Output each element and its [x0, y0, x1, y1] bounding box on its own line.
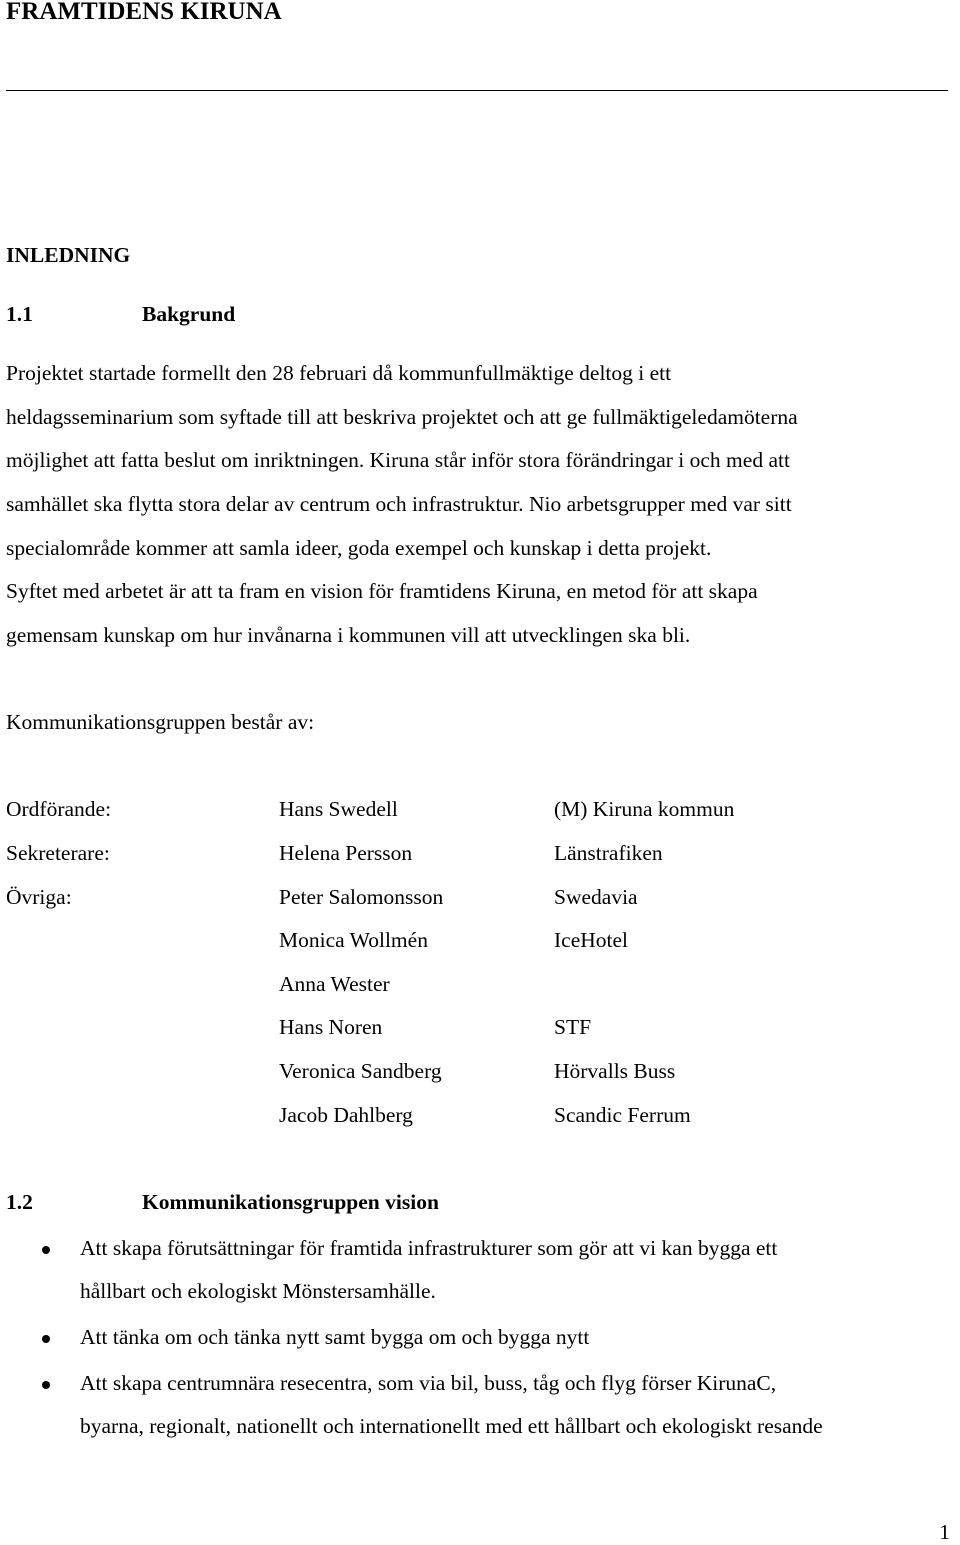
section-heading: INLEDNING — [6, 243, 131, 267]
bullet-icon — [42, 1335, 50, 1343]
bullet-icon — [42, 1381, 50, 1389]
member-name: Veronica Sandberg — [279, 1059, 442, 1083]
member-org: STF — [554, 1015, 592, 1039]
document-title: FRAMTIDENS KIRUNA — [6, 0, 282, 25]
bullet-icon — [42, 1246, 50, 1254]
member-org: IceHotel — [554, 928, 629, 952]
member-org: Swedavia — [554, 885, 638, 909]
bullet-line: byarna, regionalt, nationellt och internationellt med ett hållbart och ekologiskt resande — [80, 1414, 823, 1438]
member-name: Helena Persson — [279, 841, 413, 865]
paragraph-line: gemensam kunskap om hur invånarna i kommunen vill att utvecklingen ska bli. — [6, 623, 691, 647]
member-name: Anna Wester — [279, 972, 390, 996]
section-1-2-title: Kommunikationsgruppen vision — [142, 1190, 439, 1214]
paragraph-line: möjlighet att fatta beslut om inriktningen. Kiruna står inför stora förändringar i och med att — [6, 448, 790, 472]
member-org: Hörvalls Buss — [554, 1059, 676, 1083]
member-name: Peter Salomonsson — [279, 885, 444, 909]
member-name: Jacob Dahlberg — [279, 1103, 413, 1127]
member-role: Övriga: — [6, 885, 72, 909]
group-intro: Kommunikationsgruppen består av: — [6, 710, 315, 734]
page-number: 1 — [939, 1520, 950, 1544]
member-role: Sekreterare: — [6, 841, 110, 865]
paragraph-line: heldagsseminarium som syftade till att beskriva projektet och att ge fullmäktigeledamöterna — [6, 405, 798, 429]
paragraph-line: Projektet startade formellt den 28 februari då kommunfullmäktige deltog i ett — [6, 361, 672, 385]
member-role: Ordförande: — [6, 797, 112, 821]
bullet-line: Att skapa förutsättningar för framtida infrastrukturer som gör att vi kan bygga ett — [80, 1236, 778, 1260]
title-underline — [6, 90, 948, 91]
member-name: Hans Swedell — [279, 797, 398, 821]
bullet-line: Att skapa centrumnära resecentra, som via bil, buss, tåg och flyg förser KirunaC, — [80, 1371, 777, 1395]
member-org: Länstrafiken — [554, 841, 663, 865]
member-name: Hans Noren — [279, 1015, 383, 1039]
bullet-line: hållbart och ekologiskt Mönstersamhälle. — [80, 1279, 436, 1303]
section-1-2-number: 1.2 — [6, 1190, 33, 1214]
paragraph-line: specialområde kommer att samla ideer, goda exempel och kunskap i detta projekt. — [6, 536, 712, 560]
member-org: Scandic Ferrum — [554, 1103, 691, 1127]
section-1-1-title: Bakgrund — [142, 302, 236, 326]
bullet-line: Att tänka om och tänka nytt samt bygga om och bygga nytt — [80, 1325, 590, 1349]
paragraph-line: Syftet med arbetet är att ta fram en vision för framtidens Kiruna, en metod för att skapa — [6, 579, 758, 603]
section-1-1-number: 1.1 — [6, 302, 33, 326]
paragraph-line: samhället ska flytta stora delar av centrum och infrastruktur. Nio arbetsgrupper med var sitt — [6, 492, 792, 516]
member-org: (M) Kiruna kommun — [554, 797, 735, 821]
member-name: Monica Wollmén — [279, 928, 428, 952]
